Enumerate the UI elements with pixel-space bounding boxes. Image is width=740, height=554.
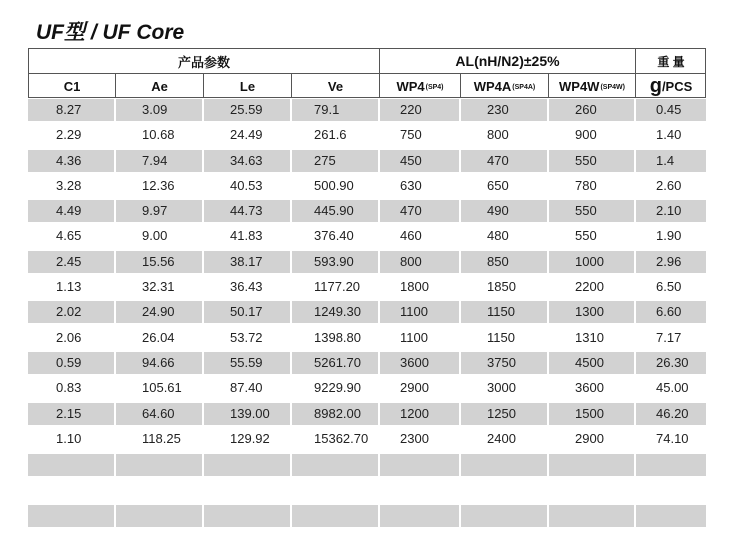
table-cell: 800 [487, 127, 509, 142]
table-cell: 87.40 [230, 380, 263, 395]
table-cell: 105.61 [142, 380, 182, 395]
table-cell: 490 [461, 200, 547, 222]
table-cell [636, 505, 706, 527]
header-wp4a [461, 74, 548, 98]
header-col-divider [635, 49, 636, 97]
table-cell: 24.90 [116, 301, 202, 323]
header-col-divider [460, 74, 461, 98]
table-cell: 1000 [549, 251, 634, 273]
header-c1: C1 [63, 78, 81, 94]
table-cell: 4.36 [28, 150, 114, 172]
table-cell: 3600 [575, 380, 604, 395]
table-cell: 36.43 [230, 279, 263, 294]
table-cell: 850 [461, 251, 547, 273]
header-wp4w-label: WP4W [559, 78, 600, 94]
table-cell: 45.00 [656, 380, 689, 395]
table-row [28, 377, 706, 399]
table-cell [28, 454, 114, 476]
table-cell: 38.17 [204, 251, 290, 273]
header-wp4w [549, 74, 635, 98]
table-cell: 480 [487, 228, 509, 243]
table-cell [204, 480, 290, 502]
table-cell: 40.53 [230, 178, 263, 193]
table-cell [116, 505, 202, 527]
header-wp4-sub: (SP4) [425, 83, 444, 91]
table-cell: 1310 [575, 330, 604, 345]
table-cell: 50.17 [204, 301, 290, 323]
table-cell: 2.45 [28, 251, 114, 273]
table-cell [28, 505, 114, 527]
table-row [28, 505, 706, 527]
table-row [28, 225, 706, 247]
table-cell: 780 [575, 178, 597, 193]
table-cell: 2.02 [28, 301, 114, 323]
table-cell [292, 505, 378, 527]
table-cell: 3.28 [56, 178, 82, 193]
table-cell: 9.00 [142, 228, 168, 243]
header-group-al: AL(nH/N2)±25% [455, 53, 560, 69]
table-cell: 3000 [487, 380, 516, 395]
header-group-params: 产品参数 [177, 54, 230, 70]
table-cell: 275 [292, 150, 378, 172]
table-row [28, 150, 706, 172]
table-cell: 376.40 [314, 228, 354, 243]
table-cell: 1150 [461, 301, 547, 323]
header-wp4w-sub: (SP4W) [600, 83, 625, 91]
table-cell: 24.49 [230, 127, 263, 142]
table-cell: 15.56 [116, 251, 202, 273]
table-cell: 1800 [400, 279, 429, 294]
table-cell: 630 [400, 178, 422, 193]
table-cell: 79.1 [292, 99, 378, 121]
table-cell: 1850 [487, 279, 516, 294]
table-cell: 6.50 [656, 279, 682, 294]
table-cell: 261.6 [314, 127, 347, 142]
header-divider [29, 73, 705, 74]
table-cell [380, 480, 459, 502]
table-cell: 2.06 [56, 330, 82, 345]
table-cell [292, 480, 378, 502]
table-cell: 94.66 [116, 352, 202, 374]
table-cell [116, 454, 202, 476]
table-cell: 46.20 [636, 403, 706, 425]
table-cell: 1.10 [56, 431, 82, 446]
table-cell: 1398.80 [314, 330, 361, 345]
table-cell: 593.90 [292, 251, 378, 273]
table-cell: 55.59 [204, 352, 290, 374]
table-cell: 650 [487, 178, 509, 193]
table-row [28, 200, 706, 222]
table-cell [549, 454, 634, 476]
header-col-divider [115, 74, 116, 98]
table-cell: 1.40 [656, 127, 682, 142]
table-header [28, 48, 706, 98]
table-cell: 8.27 [28, 99, 114, 121]
table-cell [292, 454, 378, 476]
table-cell: 1100 [380, 301, 459, 323]
table-cell: 15362.70 [314, 431, 369, 446]
table-cell: 0.83 [56, 380, 82, 395]
table-cell: 1.13 [56, 279, 82, 294]
table-cell: 450 [380, 150, 459, 172]
table-cell: 32.31 [142, 279, 175, 294]
table-row [28, 403, 706, 425]
table-cell: 2.15 [28, 403, 114, 425]
table-cell: 4500 [549, 352, 634, 374]
table-cell [636, 480, 706, 502]
table-cell [204, 505, 290, 527]
table-cell: 9.97 [116, 200, 202, 222]
header-weight-unit [636, 74, 706, 98]
table-cell: 1.90 [656, 228, 682, 243]
table-cell: 2.10 [636, 200, 706, 222]
header-weight-label: 重 量 [657, 54, 685, 69]
table-cell: 5261.70 [292, 352, 378, 374]
table-row [28, 276, 706, 298]
table-cell: 2.29 [56, 127, 82, 142]
table-cell: 1250 [461, 403, 547, 425]
header-wp4-label: WP4 [396, 78, 425, 94]
table-row [28, 99, 706, 121]
table-cell: 129.92 [230, 431, 270, 446]
table-cell [116, 480, 202, 502]
table-cell: 64.60 [116, 403, 202, 425]
header-ve: Ve [327, 78, 344, 94]
table-cell: 41.83 [230, 228, 263, 243]
table-cell: 2300 [400, 431, 429, 446]
table-cell: 4.49 [28, 200, 114, 222]
table-cell: 53.72 [230, 330, 263, 345]
table-cell: 1150 [487, 330, 515, 345]
page-title: UF型 / UF Core [36, 21, 185, 44]
header-col-divider [379, 49, 380, 97]
table-cell [549, 505, 634, 527]
table-cell: 2200 [575, 279, 604, 294]
table-cell: 470 [461, 150, 547, 172]
table-cell: 2900 [575, 431, 604, 446]
table-cell: 3.09 [116, 99, 202, 121]
table-row [28, 124, 706, 146]
table-cell: 8982.00 [292, 403, 378, 425]
table-cell [461, 454, 547, 476]
header-le: Le [239, 78, 256, 94]
table-cell: 1500 [549, 403, 634, 425]
table-cell: 0.45 [636, 99, 706, 121]
table-cell: 2.60 [656, 178, 682, 193]
table-cell: 0.59 [28, 352, 114, 374]
table-cell: 6.60 [636, 301, 706, 323]
table-cell: 139.00 [204, 403, 290, 425]
table-cell: 74.10 [656, 431, 689, 446]
table-cell: 900 [575, 127, 597, 142]
table-cell [461, 505, 547, 527]
table-cell: 34.63 [204, 150, 290, 172]
table-row [28, 251, 706, 273]
table-cell: 260 [549, 99, 634, 121]
table-cell: 1.4 [636, 150, 706, 172]
header-col-divider [548, 74, 549, 98]
table-cell: 10.68 [142, 127, 175, 142]
table-cell: 44.73 [204, 200, 290, 222]
table-cell [380, 454, 459, 476]
table-cell: 1249.30 [292, 301, 378, 323]
table-cell: 4.65 [56, 228, 82, 243]
header-wp4a-sub: (SP4A) [512, 83, 536, 91]
table-cell: 550 [549, 150, 634, 172]
table-row [28, 327, 706, 349]
table-row [28, 454, 706, 476]
header-col-divider [203, 74, 204, 98]
table-cell: 500.90 [314, 178, 354, 193]
table-cell: 1100 [400, 330, 428, 345]
table-row [28, 175, 706, 197]
table-cell [28, 480, 114, 502]
table-cell: 9229.90 [314, 380, 361, 395]
table-row [28, 301, 706, 323]
table-cell: 2400 [487, 431, 516, 446]
table-cell: 26.04 [142, 330, 175, 345]
table-cell: 25.59 [204, 99, 290, 121]
table-row [28, 352, 706, 374]
table-cell: 2.96 [636, 251, 706, 273]
table-cell: 445.90 [292, 200, 378, 222]
table-cell: 12.36 [142, 178, 175, 193]
table-cell: 1300 [549, 301, 634, 323]
table-cell: 3750 [461, 352, 547, 374]
table-row [28, 428, 706, 450]
header-wp4a-label: WP4A [473, 78, 512, 94]
table-cell [204, 454, 290, 476]
table-cell: 26.30 [636, 352, 706, 374]
table-cell [461, 480, 547, 502]
table-cell: 460 [400, 228, 422, 243]
header-ae: Ae [151, 78, 168, 94]
header-col-divider [291, 74, 292, 98]
header-weight-unit-g: g [649, 74, 662, 97]
header-wp4 [380, 74, 460, 98]
table-cell: 1200 [380, 403, 459, 425]
table-cell: 2900 [400, 380, 429, 395]
table-cell: 220 [380, 99, 459, 121]
table-cell: 230 [461, 99, 547, 121]
table-cell: 550 [549, 200, 634, 222]
table-cell: 7.94 [116, 150, 202, 172]
table-cell: 750 [400, 127, 422, 142]
table-cell [636, 454, 706, 476]
header-weight-unit-pcs: /PCS [661, 78, 693, 94]
table-cell [549, 480, 634, 502]
table-cell: 3600 [380, 352, 459, 374]
table-cell: 118.25 [142, 431, 181, 446]
table-cell: 800 [380, 251, 459, 273]
table-cell: 1177.20 [314, 279, 361, 294]
table-cell: 470 [380, 200, 459, 222]
table-row [28, 480, 706, 502]
table-cell: 7.17 [656, 330, 682, 345]
table-cell [380, 505, 459, 527]
table-cell: 550 [575, 228, 597, 243]
